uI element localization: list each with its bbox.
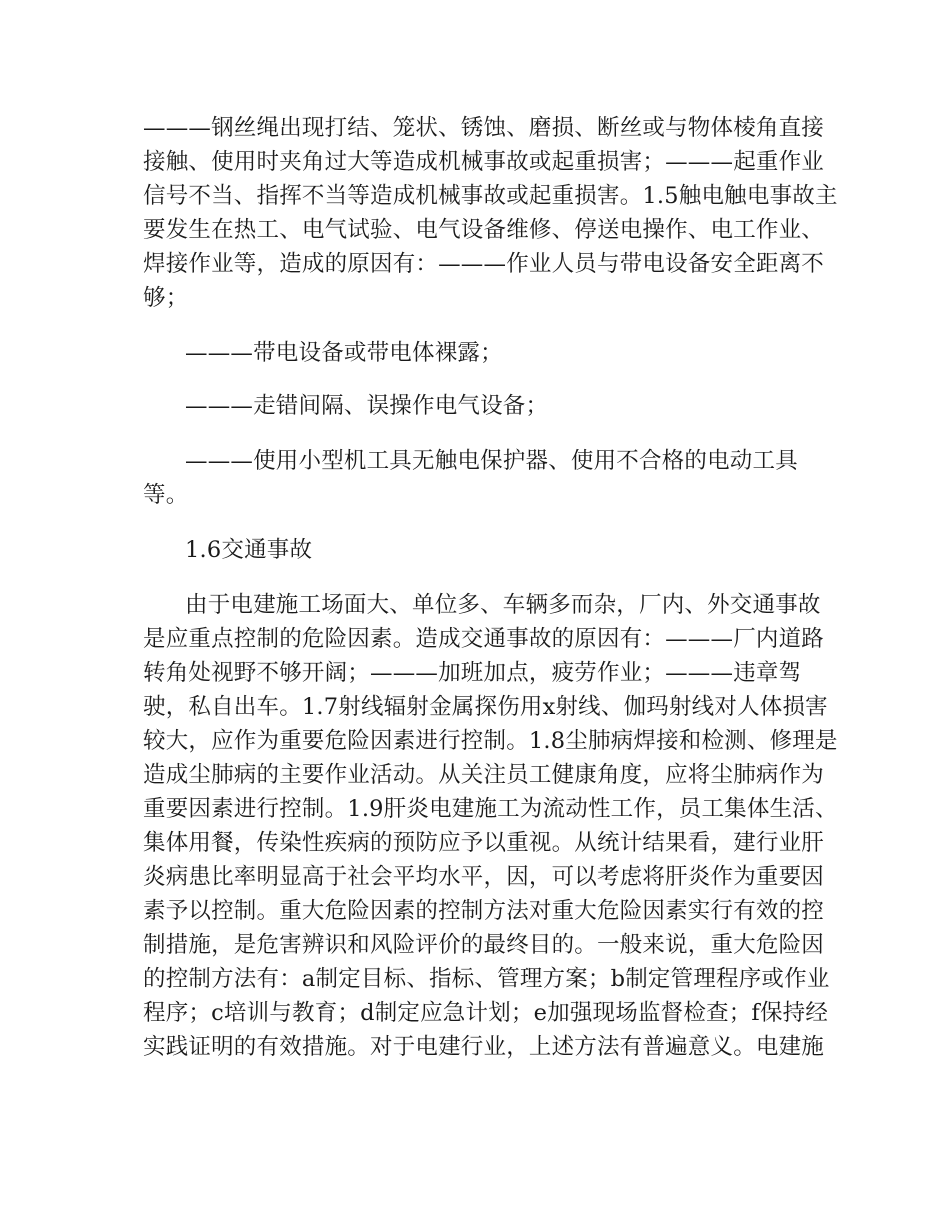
text-line: 焊接作业等，造成的原因有：———作业人员与带电设备安全距离不 xyxy=(143,251,825,277)
text-line: 够； xyxy=(143,285,189,311)
text-line: 素予以控制。重大危险因素的控制方法对重大危险因素实行有效的控 xyxy=(143,898,825,924)
text-line: 转角处视野不够开阔；———加班加点，疲劳作业；———违章驾 xyxy=(143,660,802,686)
text-line: 造成尘肺病的主要作业活动。从关注员工健康角度，应将尘肺病作为 xyxy=(143,762,825,788)
text-line: ———走错间隔、误操作电气设备； xyxy=(185,393,549,419)
section-heading: 1.6交通事故 xyxy=(185,537,313,563)
text-line: 是应重点控制的危险因素。造成交通事故的原因有：———厂内道路 xyxy=(143,626,825,652)
text-line: 等。 xyxy=(143,482,189,508)
text-line: 程序；c培训与教育；d制定应急计划；e加强现场监督检查；f保持经 xyxy=(143,1000,829,1026)
text-line: 实践证明的有效措施。对于电建行业，上述方法有普遍意义。电建施 xyxy=(143,1034,825,1060)
text-line: ———带电设备或带电体裸露； xyxy=(185,340,503,366)
text-line: ———使用小型机工具无触电保护器、使用不合格的电动工具 xyxy=(185,448,798,474)
text-line: 驶，私自出车。1.7射线辐射金属探伤用x射线、伽玛射线对人体损害 xyxy=(143,694,828,720)
text-line: 的控制方法有：a制定目标、指标、管理方案；b制定管理程序或作业 xyxy=(143,966,830,992)
text-line: 炎病患比率明显高于社会平均水平，因，可以考虑将肝炎作为重要因 xyxy=(143,864,825,890)
text-line: 由于电建施工场面大、单位多、车辆多而杂，厂内、外交通事故 xyxy=(185,592,821,618)
text-line: ———钢丝绳出现打结、笼状、锈蚀、磨损、断丝或与物体棱角直接 xyxy=(143,115,825,141)
text-line: 信号不当、指挥不当等造成机械事故或起重损害。1.5触电触电事故主 xyxy=(143,183,838,209)
text-line: 重要因素进行控制。1.9肝炎电建施工为流动性工作，员工集体生活、 xyxy=(143,796,838,822)
text-line: 制措施，是危害辨识和风险评价的最终目的。一般来说，重大危险因 xyxy=(143,932,825,958)
text-line: 集体用餐，传染性疾病的预防应予以重视。从统计结果看，建行业肝 xyxy=(143,830,825,856)
text-line: 接触、使用时夹角过大等造成机械事故或起重损害；———起重作业 xyxy=(143,149,825,175)
text-line: 较大，应作为重要危险因素进行控制。1.8尘肺病焊接和检测、修理是 xyxy=(143,728,838,754)
text-line: 要发生在热工、电气试验、电气设备维修、停送电操作、电工作业、 xyxy=(143,217,825,243)
